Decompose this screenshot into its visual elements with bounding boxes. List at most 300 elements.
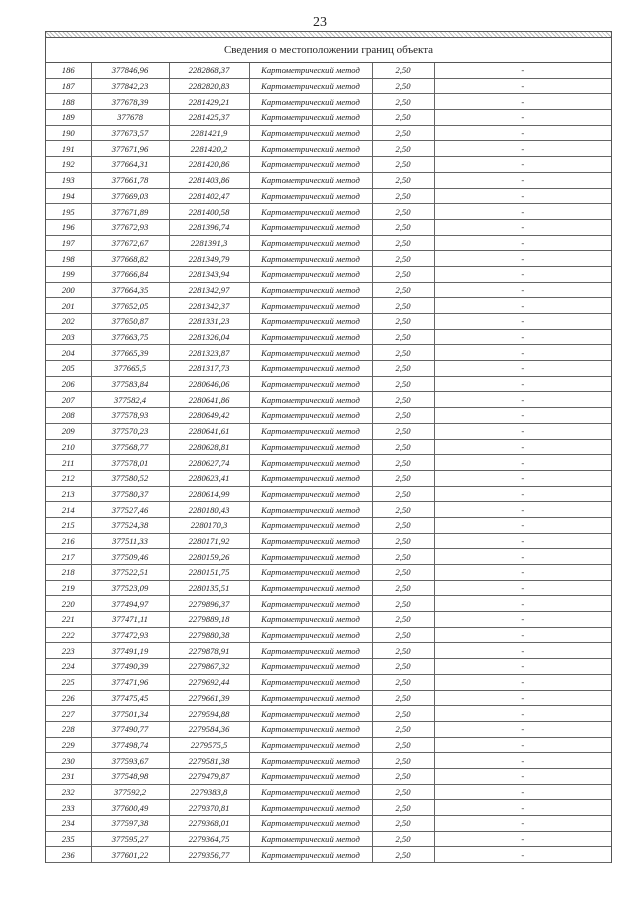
table-row <box>46 533 611 549</box>
table-row <box>46 235 611 251</box>
x-coordinate-cell: 377661,78 <box>91 172 169 188</box>
x-coordinate-cell: 377672,67 <box>91 235 169 251</box>
y-coordinate-cell: 2279575,5 <box>169 737 249 753</box>
y-coordinate-cell: 2280623,41 <box>169 470 249 486</box>
accuracy-cell: 2,50 <box>372 63 434 78</box>
y-coordinate-cell: 2280641,61 <box>169 423 249 439</box>
x-coordinate-cell: 377471,96 <box>91 674 169 690</box>
table-row <box>46 502 611 518</box>
y-coordinate-cell: 2281343,94 <box>169 266 249 282</box>
note-cell: - <box>434 549 611 565</box>
accuracy-cell: 2,50 <box>372 643 434 659</box>
x-coordinate-cell: 377671,96 <box>91 141 169 157</box>
accuracy-cell: 2,50 <box>372 768 434 784</box>
accuracy-cell: 2,50 <box>372 470 434 486</box>
note-cell: - <box>434 188 611 204</box>
table-row <box>46 737 611 753</box>
note-cell: - <box>434 768 611 784</box>
y-coordinate-cell: 2281349,79 <box>169 251 249 267</box>
accuracy-cell: 2,50 <box>372 157 434 173</box>
note-cell: - <box>434 125 611 141</box>
table-row <box>46 517 611 533</box>
y-coordinate-cell: 2280180,43 <box>169 502 249 518</box>
table-row <box>46 298 611 314</box>
accuracy-cell: 2,50 <box>372 78 434 94</box>
table-row <box>46 831 611 847</box>
table-row <box>46 455 611 471</box>
note-cell: - <box>434 251 611 267</box>
note-cell: - <box>434 110 611 126</box>
point-number-cell: 190 <box>46 125 91 141</box>
document-title: Сведения о местоположении границ объекта <box>46 38 611 63</box>
table-row <box>46 549 611 565</box>
note-cell: - <box>434 470 611 486</box>
x-coordinate-cell: 377595,27 <box>91 831 169 847</box>
table-row <box>46 753 611 769</box>
y-coordinate-cell: 2281420,2 <box>169 141 249 157</box>
accuracy-cell: 2,50 <box>372 706 434 722</box>
table-row <box>46 612 611 628</box>
point-number-cell: 186 <box>46 63 91 78</box>
method-cell: Картометрический метод <box>249 517 372 533</box>
x-coordinate-cell: 377668,82 <box>91 251 169 267</box>
table-row <box>46 674 611 690</box>
point-number-cell: 212 <box>46 470 91 486</box>
table-row <box>46 94 611 110</box>
y-coordinate-cell: 2279368,01 <box>169 816 249 832</box>
y-coordinate-cell: 2280628,81 <box>169 439 249 455</box>
method-cell: Картометрический метод <box>249 235 372 251</box>
note-cell: - <box>434 408 611 424</box>
method-cell: Картометрический метод <box>249 721 372 737</box>
point-number-cell: 187 <box>46 78 91 94</box>
table-row <box>46 251 611 267</box>
note-cell: - <box>434 266 611 282</box>
point-number-cell: 230 <box>46 753 91 769</box>
method-cell: Картометрический метод <box>249 549 372 565</box>
note-cell: - <box>434 706 611 722</box>
x-coordinate-cell: 377578,93 <box>91 408 169 424</box>
method-cell: Картометрический метод <box>249 502 372 518</box>
accuracy-cell: 2,50 <box>372 376 434 392</box>
table-row <box>46 486 611 502</box>
point-number-cell: 191 <box>46 141 91 157</box>
x-coordinate-cell: 377511,33 <box>91 533 169 549</box>
accuracy-cell: 2,50 <box>372 737 434 753</box>
accuracy-cell: 2,50 <box>372 565 434 581</box>
y-coordinate-cell: 2279661,39 <box>169 690 249 706</box>
accuracy-cell: 2,50 <box>372 94 434 110</box>
accuracy-cell: 2,50 <box>372 219 434 235</box>
method-cell: Картометрический метод <box>249 674 372 690</box>
accuracy-cell: 2,50 <box>372 486 434 502</box>
table-row <box>46 423 611 439</box>
accuracy-cell: 2,50 <box>372 329 434 345</box>
y-coordinate-cell: 2281400,58 <box>169 204 249 220</box>
note-cell: - <box>434 580 611 596</box>
y-coordinate-cell: 2281403,86 <box>169 172 249 188</box>
point-number-cell: 215 <box>46 517 91 533</box>
point-number-cell: 214 <box>46 502 91 518</box>
method-cell: Картометрический метод <box>249 298 372 314</box>
point-number-cell: 211 <box>46 455 91 471</box>
method-cell: Картометрический метод <box>249 345 372 361</box>
coordinates-table-body <box>46 63 611 863</box>
accuracy-cell: 2,50 <box>372 345 434 361</box>
point-number-cell: 196 <box>46 219 91 235</box>
accuracy-cell: 2,50 <box>372 533 434 549</box>
table-row <box>46 361 611 377</box>
table-row <box>46 329 611 345</box>
accuracy-cell: 2,50 <box>372 125 434 141</box>
x-coordinate-cell: 377523,09 <box>91 580 169 596</box>
table-row <box>46 78 611 94</box>
table-row <box>46 470 611 486</box>
point-number-cell: 219 <box>46 580 91 596</box>
y-coordinate-cell: 2279370,81 <box>169 800 249 816</box>
accuracy-cell: 2,50 <box>372 141 434 157</box>
method-cell: Картометрический метод <box>249 706 372 722</box>
x-coordinate-cell: 377522,51 <box>91 565 169 581</box>
method-cell: Картометрический метод <box>249 423 372 439</box>
y-coordinate-cell: 2282820,83 <box>169 78 249 94</box>
table-row <box>46 768 611 784</box>
note-cell: - <box>434 141 611 157</box>
note-cell: - <box>434 800 611 816</box>
point-number-cell: 220 <box>46 596 91 612</box>
accuracy-cell: 2,50 <box>372 674 434 690</box>
x-coordinate-cell: 377665,39 <box>91 345 169 361</box>
page-number: 23 <box>313 15 327 30</box>
y-coordinate-cell: 2279364,75 <box>169 831 249 847</box>
accuracy-cell: 2,50 <box>372 816 434 832</box>
method-cell: Картометрический метод <box>249 533 372 549</box>
y-coordinate-cell: 2281391,3 <box>169 235 249 251</box>
accuracy-cell: 2,50 <box>372 627 434 643</box>
x-coordinate-cell: 377600,49 <box>91 800 169 816</box>
table-row <box>46 800 611 816</box>
y-coordinate-cell: 2281323,87 <box>169 345 249 361</box>
method-cell: Картометрический метод <box>249 63 372 78</box>
method-cell: Картометрический метод <box>249 251 372 267</box>
method-cell: Картометрический метод <box>249 470 372 486</box>
point-number-cell: 222 <box>46 627 91 643</box>
y-coordinate-cell: 2281402,47 <box>169 188 249 204</box>
table-row <box>46 110 611 126</box>
method-cell: Картометрический метод <box>249 392 372 408</box>
table-row <box>46 659 611 675</box>
method-cell: Картометрический метод <box>249 172 372 188</box>
accuracy-cell: 2,50 <box>372 784 434 800</box>
method-cell: Картометрический метод <box>249 361 372 377</box>
point-number-cell: 194 <box>46 188 91 204</box>
accuracy-cell: 2,50 <box>372 204 434 220</box>
accuracy-cell: 2,50 <box>372 266 434 282</box>
table-row <box>46 376 611 392</box>
y-coordinate-cell: 2280135,51 <box>169 580 249 596</box>
table-row <box>46 565 611 581</box>
x-coordinate-cell: 377490,77 <box>91 721 169 737</box>
y-coordinate-cell: 2281331,23 <box>169 314 249 330</box>
coordinates-table <box>46 63 611 863</box>
y-coordinate-cell: 2280627,74 <box>169 455 249 471</box>
table-row <box>46 188 611 204</box>
point-number-cell: 235 <box>46 831 91 847</box>
note-cell: - <box>434 612 611 628</box>
accuracy-cell: 2,50 <box>372 502 434 518</box>
y-coordinate-cell: 2281421,9 <box>169 125 249 141</box>
method-cell: Картометрический метод <box>249 565 372 581</box>
x-coordinate-cell: 377652,05 <box>91 298 169 314</box>
point-number-cell: 206 <box>46 376 91 392</box>
y-coordinate-cell: 2281396,74 <box>169 219 249 235</box>
y-coordinate-cell: 2279594,88 <box>169 706 249 722</box>
accuracy-cell: 2,50 <box>372 517 434 533</box>
note-cell: - <box>434 439 611 455</box>
note-cell: - <box>434 235 611 251</box>
point-number-cell: 201 <box>46 298 91 314</box>
point-number-cell: 218 <box>46 565 91 581</box>
method-cell: Картометрический метод <box>249 94 372 110</box>
accuracy-cell: 2,50 <box>372 800 434 816</box>
point-number-cell: 229 <box>46 737 91 753</box>
method-cell: Картометрический метод <box>249 78 372 94</box>
point-number-cell: 207 <box>46 392 91 408</box>
point-number-cell: 224 <box>46 659 91 675</box>
accuracy-cell: 2,50 <box>372 188 434 204</box>
y-coordinate-cell: 2279383,8 <box>169 784 249 800</box>
y-coordinate-cell: 2280159,26 <box>169 549 249 565</box>
note-cell: - <box>434 314 611 330</box>
x-coordinate-cell: 377846,96 <box>91 63 169 78</box>
note-cell: - <box>434 329 611 345</box>
method-cell: Картометрический метод <box>249 612 372 628</box>
accuracy-cell: 2,50 <box>372 659 434 675</box>
table-row <box>46 408 611 424</box>
table-row <box>46 643 611 659</box>
note-cell: - <box>434 816 611 832</box>
point-number-cell: 234 <box>46 816 91 832</box>
y-coordinate-cell: 2279581,38 <box>169 753 249 769</box>
x-coordinate-cell: 377673,57 <box>91 125 169 141</box>
accuracy-cell: 2,50 <box>372 549 434 565</box>
note-cell: - <box>434 94 611 110</box>
method-cell: Картометрический метод <box>249 596 372 612</box>
note-cell: - <box>434 627 611 643</box>
table-row <box>46 282 611 298</box>
accuracy-cell: 2,50 <box>372 361 434 377</box>
point-number-cell: 204 <box>46 345 91 361</box>
x-coordinate-cell: 377501,34 <box>91 706 169 722</box>
table-row <box>46 314 611 330</box>
x-coordinate-cell: 377665,5 <box>91 361 169 377</box>
x-coordinate-cell: 377666,84 <box>91 266 169 282</box>
y-coordinate-cell: 2279692,44 <box>169 674 249 690</box>
accuracy-cell: 2,50 <box>372 690 434 706</box>
point-number-cell: 189 <box>46 110 91 126</box>
point-number-cell: 226 <box>46 690 91 706</box>
method-cell: Картометрический метод <box>249 314 372 330</box>
x-coordinate-cell: 377548,98 <box>91 768 169 784</box>
note-cell: - <box>434 784 611 800</box>
note-cell: - <box>434 596 611 612</box>
method-cell: Картометрический метод <box>249 141 372 157</box>
x-coordinate-cell: 377580,37 <box>91 486 169 502</box>
accuracy-cell: 2,50 <box>372 847 434 863</box>
point-number-cell: 221 <box>46 612 91 628</box>
point-number-cell: 210 <box>46 439 91 455</box>
method-cell: Картометрический метод <box>249 659 372 675</box>
table-row <box>46 627 611 643</box>
x-coordinate-cell: 377597,38 <box>91 816 169 832</box>
table-row <box>46 439 611 455</box>
point-number-cell: 223 <box>46 643 91 659</box>
x-coordinate-cell: 377580,52 <box>91 470 169 486</box>
accuracy-cell: 2,50 <box>372 596 434 612</box>
table-row <box>46 580 611 596</box>
x-coordinate-cell: 377475,45 <box>91 690 169 706</box>
point-number-cell: 232 <box>46 784 91 800</box>
point-number-cell: 236 <box>46 847 91 863</box>
point-number-cell: 197 <box>46 235 91 251</box>
method-cell: Картометрический метод <box>249 831 372 847</box>
method-cell: Картометрический метод <box>249 329 372 345</box>
method-cell: Картометрический метод <box>249 643 372 659</box>
point-number-cell: 200 <box>46 282 91 298</box>
table-row <box>46 141 611 157</box>
x-coordinate-cell: 377527,46 <box>91 502 169 518</box>
method-cell: Картометрический метод <box>249 784 372 800</box>
y-coordinate-cell: 2279889,18 <box>169 612 249 628</box>
note-cell: - <box>434 298 611 314</box>
x-coordinate-cell: 377669,03 <box>91 188 169 204</box>
method-cell: Картометрический метод <box>249 800 372 816</box>
point-number-cell: 227 <box>46 706 91 722</box>
method-cell: Картометрический метод <box>249 188 372 204</box>
point-number-cell: 233 <box>46 800 91 816</box>
method-cell: Картометрический метод <box>249 376 372 392</box>
point-number-cell: 205 <box>46 361 91 377</box>
y-coordinate-cell: 2279878,91 <box>169 643 249 659</box>
accuracy-cell: 2,50 <box>372 314 434 330</box>
method-cell: Картометрический метод <box>249 439 372 455</box>
accuracy-cell: 2,50 <box>372 172 434 188</box>
x-coordinate-cell: 377568,77 <box>91 439 169 455</box>
x-coordinate-cell: 377509,46 <box>91 549 169 565</box>
accuracy-cell: 2,50 <box>372 423 434 439</box>
accuracy-cell: 2,50 <box>372 110 434 126</box>
point-number-cell: 193 <box>46 172 91 188</box>
x-coordinate-cell: 377664,31 <box>91 157 169 173</box>
method-cell: Картометрический метод <box>249 580 372 596</box>
table-row <box>46 63 611 78</box>
accuracy-cell: 2,50 <box>372 455 434 471</box>
note-cell: - <box>434 643 611 659</box>
point-number-cell: 216 <box>46 533 91 549</box>
note-cell: - <box>434 455 611 471</box>
x-coordinate-cell: 377524,38 <box>91 517 169 533</box>
note-cell: - <box>434 690 611 706</box>
x-coordinate-cell: 377471,11 <box>91 612 169 628</box>
note-cell: - <box>434 345 611 361</box>
x-coordinate-cell: 377650,87 <box>91 314 169 330</box>
method-cell: Картометрический метод <box>249 219 372 235</box>
y-coordinate-cell: 2280170,3 <box>169 517 249 533</box>
point-number-cell: 225 <box>46 674 91 690</box>
x-coordinate-cell: 377601,22 <box>91 847 169 863</box>
x-coordinate-cell: 377578,01 <box>91 455 169 471</box>
y-coordinate-cell: 2281420,86 <box>169 157 249 173</box>
point-number-cell: 188 <box>46 94 91 110</box>
method-cell: Картометрический метод <box>249 627 372 643</box>
y-coordinate-cell: 2280171,92 <box>169 533 249 549</box>
note-cell: - <box>434 502 611 518</box>
note-cell: - <box>434 533 611 549</box>
y-coordinate-cell: 2280151,75 <box>169 565 249 581</box>
y-coordinate-cell: 2280646,06 <box>169 376 249 392</box>
x-coordinate-cell: 377491,19 <box>91 643 169 659</box>
point-number-cell: 199 <box>46 266 91 282</box>
note-cell: - <box>434 157 611 173</box>
x-coordinate-cell: 377663,75 <box>91 329 169 345</box>
method-cell: Картометрический метод <box>249 110 372 126</box>
method-cell: Картометрический метод <box>249 266 372 282</box>
y-coordinate-cell: 2282868,37 <box>169 63 249 78</box>
note-cell: - <box>434 565 611 581</box>
x-coordinate-cell: 377842,23 <box>91 78 169 94</box>
x-coordinate-cell: 377494,97 <box>91 596 169 612</box>
method-cell: Картометрический метод <box>249 486 372 502</box>
accuracy-cell: 2,50 <box>372 753 434 769</box>
note-cell: - <box>434 204 611 220</box>
table-row <box>46 847 611 863</box>
x-coordinate-cell: 377664,35 <box>91 282 169 298</box>
x-coordinate-cell: 377592,2 <box>91 784 169 800</box>
point-number-cell: 203 <box>46 329 91 345</box>
x-coordinate-cell: 377593,67 <box>91 753 169 769</box>
method-cell: Картометрический метод <box>249 455 372 471</box>
accuracy-cell: 2,50 <box>372 235 434 251</box>
accuracy-cell: 2,50 <box>372 408 434 424</box>
method-cell: Картометрический метод <box>249 847 372 863</box>
point-number-cell: 192 <box>46 157 91 173</box>
x-coordinate-cell: 377671,89 <box>91 204 169 220</box>
point-number-cell: 208 <box>46 408 91 424</box>
note-cell: - <box>434 361 611 377</box>
point-number-cell: 198 <box>46 251 91 267</box>
y-coordinate-cell: 2279896,37 <box>169 596 249 612</box>
point-number-cell: 231 <box>46 768 91 784</box>
note-cell: - <box>434 392 611 408</box>
accuracy-cell: 2,50 <box>372 721 434 737</box>
point-number-cell: 209 <box>46 423 91 439</box>
table-row <box>46 157 611 173</box>
method-cell: Картометрический метод <box>249 282 372 298</box>
method-cell: Картометрический метод <box>249 816 372 832</box>
note-cell: - <box>434 517 611 533</box>
note-cell: - <box>434 674 611 690</box>
table-row <box>46 172 611 188</box>
y-coordinate-cell: 2280649,42 <box>169 408 249 424</box>
note-cell: - <box>434 831 611 847</box>
table-row <box>46 596 611 612</box>
y-coordinate-cell: 2281342,97 <box>169 282 249 298</box>
y-coordinate-cell: 2281429,21 <box>169 94 249 110</box>
point-number-cell: 213 <box>46 486 91 502</box>
accuracy-cell: 2,50 <box>372 612 434 628</box>
note-cell: - <box>434 172 611 188</box>
method-cell: Картометрический метод <box>249 125 372 141</box>
